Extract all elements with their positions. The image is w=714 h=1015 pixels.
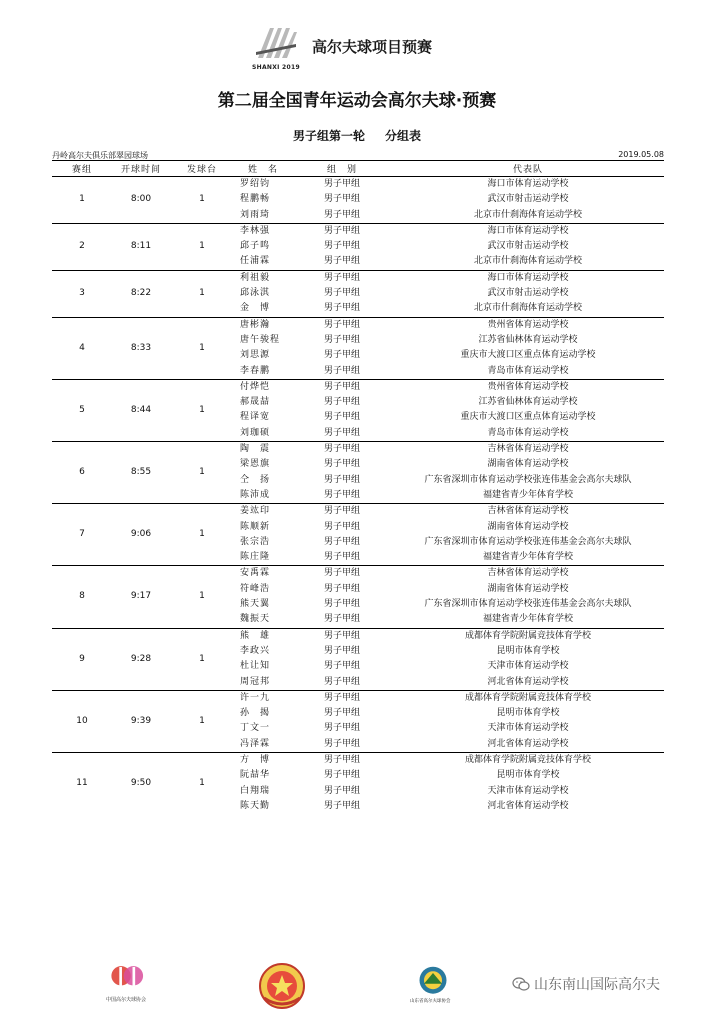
header-team: 代表队 <box>392 161 664 177</box>
team-cell: 河北省体育运动学校 <box>487 800 569 811</box>
division-cell: 男子甲组 <box>323 614 360 625</box>
header-name: 姓 名 <box>234 161 292 177</box>
player-name-cell: 金 博 <box>240 303 271 314</box>
tee-time-cell: 9:39 <box>112 690 170 752</box>
team-cell: 成都体育学院附属竞技体育学校 <box>392 628 664 644</box>
group-number-cell: 10 <box>52 690 112 752</box>
division-cell: 男子甲组 <box>292 752 392 768</box>
player-name-cell: 白翔瑞 <box>240 785 271 796</box>
division-cell: 男子甲组 <box>323 303 360 314</box>
team-cell: 福建省青少年体育学校 <box>482 614 573 625</box>
team-cell: 昆明市体育学校 <box>496 770 560 781</box>
tee-number-cell: 1 <box>170 223 234 270</box>
tee-time-cell: 9:06 <box>112 504 170 566</box>
tee-time-cell: 8:55 <box>112 442 170 504</box>
table-row <box>52 690 664 706</box>
tee-number-cell: 1 <box>170 442 234 504</box>
team-cell: 贵州省体育运动学校 <box>392 379 664 395</box>
china-golf-association-logo <box>104 960 154 1010</box>
player-name-cell: 李林强 <box>234 223 292 239</box>
player-name-cell: 邱子鸣 <box>240 241 271 252</box>
player-name-cell: 魏振天 <box>240 614 271 625</box>
division-cell: 男子甲组 <box>292 504 392 520</box>
tee-time-cell: 8:44 <box>112 379 170 441</box>
team-cell: 福建省青少年体育学校 <box>482 489 573 500</box>
division-cell: 男子甲组 <box>323 521 360 532</box>
header-group: 赛组 <box>52 161 112 177</box>
group-number-cell: 11 <box>52 752 112 814</box>
table-row <box>52 566 664 582</box>
team-cell: 武汉市射击运动学校 <box>487 241 569 252</box>
shanxi-2019-logo <box>250 18 302 70</box>
table-row <box>52 628 664 644</box>
division-cell: 男子甲组 <box>323 350 360 361</box>
team-cell: 武汉市射击运动学校 <box>487 194 569 205</box>
team-cell: 北京市什刹海体育运动学校 <box>473 256 582 267</box>
round-label: 男子组第一轮 <box>292 129 365 143</box>
team-cell: 昆明市体育学校 <box>496 708 560 719</box>
player-name-cell: 冯泽霖 <box>240 738 271 749</box>
division-cell: 男子甲组 <box>323 770 360 781</box>
division-cell: 男子甲组 <box>292 690 392 706</box>
pairing-table-wrap <box>52 160 664 814</box>
group-number-cell: 5 <box>52 379 112 441</box>
player-name-cell: 李春鹏 <box>240 365 271 376</box>
group-number-cell: 1 <box>52 177 112 224</box>
team-cell: 福建省青少年体育学校 <box>482 552 573 563</box>
logo-caption: SHANXI 2019 <box>252 64 300 71</box>
division-cell: 男子甲组 <box>323 427 360 438</box>
player-name-cell: 陈顺新 <box>240 521 271 532</box>
group-number-cell: 4 <box>52 317 112 379</box>
table-row <box>52 317 664 333</box>
division-cell: 男子甲组 <box>292 177 392 193</box>
player-name-cell: 刘雨琦 <box>240 209 271 220</box>
player-name-cell: 熊天翼 <box>240 599 271 610</box>
group-number-cell: 6 <box>52 442 112 504</box>
player-name-cell: 陈沛成 <box>240 489 271 500</box>
team-cell: 成都体育学院附属竞技体育学校 <box>392 752 664 768</box>
tee-number-cell: 1 <box>170 317 234 379</box>
division-cell: 男子甲组 <box>323 738 360 749</box>
player-name-cell: 郝晟喆 <box>240 397 271 408</box>
grouping-label: 分组表 <box>385 129 422 143</box>
team-cell: 湖南省体育运动学校 <box>487 583 569 594</box>
division-cell: 男子甲组 <box>323 241 360 252</box>
youth-games-badge-logo <box>258 962 306 1010</box>
division-cell: 男子甲组 <box>323 288 360 299</box>
player-name-cell: 梁恩旗 <box>240 459 271 470</box>
division-cell: 男子甲组 <box>323 552 360 563</box>
shandong-golf-association-logo <box>410 964 456 1010</box>
tee-number-cell: 1 <box>170 177 234 224</box>
table-header-row <box>52 161 664 177</box>
player-name-cell: 安禹霖 <box>234 566 292 582</box>
team-cell: 重庆市大渡口区重点体育运动学校 <box>460 412 596 423</box>
division-cell: 男子甲组 <box>323 256 360 267</box>
team-cell: 江苏省仙林体育运动学校 <box>478 334 578 345</box>
player-name-cell: 姜竑印 <box>234 504 292 520</box>
division-cell: 男子甲组 <box>323 334 360 345</box>
table-row <box>52 504 664 520</box>
player-name-cell: 阮喆华 <box>240 770 271 781</box>
table-row <box>52 223 664 239</box>
player-name-cell: 利祖毅 <box>234 270 292 286</box>
team-cell: 湖南省体育运动学校 <box>487 459 569 470</box>
tee-number-cell: 1 <box>170 379 234 441</box>
division-cell: 男子甲组 <box>323 474 360 485</box>
player-name-cell: 周冠邦 <box>240 676 271 687</box>
team-cell: 河北省体育运动学校 <box>487 738 569 749</box>
player-name-cell: 刘珈硕 <box>240 427 271 438</box>
table-row <box>52 177 664 193</box>
division-cell: 男子甲组 <box>323 365 360 376</box>
division-cell: 男子甲组 <box>292 379 392 395</box>
division-cell: 男子甲组 <box>292 223 392 239</box>
table-row <box>52 379 664 395</box>
group-number-cell: 7 <box>52 504 112 566</box>
date-label: 2019.05.08 <box>618 150 664 159</box>
player-name-cell: 张宗浩 <box>240 536 271 547</box>
table-row <box>52 442 664 458</box>
team-cell: 青岛市体育运动学校 <box>487 365 569 376</box>
event-header-title: 高尔夫球项目预赛 <box>312 38 433 56</box>
player-name-cell: 邱泳淇 <box>240 288 271 299</box>
player-name-cell: 程鹏畅 <box>240 194 271 205</box>
group-number-cell: 3 <box>52 270 112 317</box>
tee-number-cell: 1 <box>170 566 234 628</box>
table-row <box>52 752 664 768</box>
division-cell: 男子甲组 <box>323 583 360 594</box>
team-cell: 广东省深圳市体育运动学校张连伟基金会高尔夫球队 <box>424 474 632 485</box>
player-name-cell: 符峰浩 <box>240 583 271 594</box>
tee-time-cell: 8:00 <box>112 177 170 224</box>
division-cell: 男子甲组 <box>323 412 360 423</box>
player-name-cell: 陈天勤 <box>240 800 271 811</box>
tee-time-cell: 9:17 <box>112 566 170 628</box>
group-number-cell: 2 <box>52 223 112 270</box>
team-cell: 吉林省体育运动学校 <box>392 442 664 458</box>
division-cell: 男子甲组 <box>323 785 360 796</box>
division-cell: 男子甲组 <box>323 708 360 719</box>
team-cell: 吉林省体育运动学校 <box>392 566 664 582</box>
player-name-cell: 罗绍钧 <box>234 177 292 193</box>
player-name-cell: 唐彬瀚 <box>234 317 292 333</box>
tee-number-cell: 1 <box>170 752 234 814</box>
team-cell: 北京市什刹海体育运动学校 <box>473 303 582 314</box>
division-cell: 男子甲组 <box>292 270 392 286</box>
player-name-cell: 陈庄隆 <box>240 552 271 563</box>
team-cell: 成都体育学院附属竞技体育学校 <box>392 690 664 706</box>
division-cell: 男子甲组 <box>292 628 392 644</box>
division-cell: 男子甲组 <box>323 723 360 734</box>
team-cell: 天津市体育运动学校 <box>487 785 569 796</box>
player-name-cell: 唐午骏程 <box>240 334 281 345</box>
division-cell: 男子甲组 <box>323 489 360 500</box>
player-name-cell: 孙 揭 <box>240 708 271 719</box>
page-header <box>0 14 714 76</box>
division-cell: 男子甲组 <box>292 566 392 582</box>
player-name-cell: 陶 震 <box>234 442 292 458</box>
player-name-cell: 程译宽 <box>240 412 271 423</box>
wechat-icon <box>512 977 530 991</box>
team-cell: 贵州省体育运动学校 <box>392 317 664 333</box>
tee-number-cell: 1 <box>170 504 234 566</box>
china-golf-association-caption: 中国高尔夫球协会 <box>106 997 147 1003</box>
player-name-cell: 杜让知 <box>240 661 271 672</box>
group-number-cell: 9 <box>52 628 112 690</box>
tee-number-cell: 1 <box>170 690 234 752</box>
division-cell: 男子甲组 <box>323 536 360 547</box>
team-cell: 武汉市射击运动学校 <box>487 288 569 299</box>
player-name-cell: 李政兴 <box>240 645 271 656</box>
wechat-watermark <box>512 974 660 994</box>
division-cell: 男子甲组 <box>292 442 392 458</box>
player-name-cell: 刘思源 <box>240 350 271 361</box>
header-tee: 发球台 <box>170 161 234 177</box>
team-cell: 海口市体育运动学校 <box>392 223 664 239</box>
division-cell: 男子甲组 <box>323 676 360 687</box>
team-cell: 昆明市体育学校 <box>496 645 560 656</box>
division-cell: 男子甲组 <box>323 459 360 470</box>
division-cell: 男子甲组 <box>323 800 360 811</box>
tee-number-cell: 1 <box>170 270 234 317</box>
tee-time-cell: 8:11 <box>112 223 170 270</box>
player-name-cell: 任浦霖 <box>240 256 271 267</box>
division-cell: 男子甲组 <box>323 209 360 220</box>
tee-time-cell: 9:28 <box>112 628 170 690</box>
player-name-cell: 仝 扬 <box>240 474 271 485</box>
team-cell: 重庆市大渡口区重点体育运动学校 <box>460 350 596 361</box>
division-cell: 男子甲组 <box>323 645 360 656</box>
round-subtitle <box>0 127 714 144</box>
watermark-text: 山东南山国际高尔夫 <box>534 977 660 993</box>
player-name-cell: 熊 雄 <box>234 628 292 644</box>
player-name-cell: 付烨恺 <box>234 379 292 395</box>
tee-time-cell: 8:33 <box>112 317 170 379</box>
shandong-golf-association-caption: 山东省高尔夫球协会 <box>410 999 451 1004</box>
tee-time-cell: 8:22 <box>112 270 170 317</box>
team-cell: 北京市什刹海体育运动学校 <box>473 209 582 220</box>
team-cell: 江苏省仙林体育运动学校 <box>478 397 578 408</box>
team-cell: 湖南省体育运动学校 <box>487 521 569 532</box>
table-row <box>52 270 664 286</box>
page-title: 第二届全国青年运动会高尔夫球·预赛 <box>217 91 497 111</box>
team-cell: 海口市体育运动学校 <box>392 177 664 193</box>
player-name-cell: 许一九 <box>234 690 292 706</box>
team-cell: 吉林省体育运动学校 <box>392 504 664 520</box>
player-name-cell: 方 博 <box>234 752 292 768</box>
division-cell: 男子甲组 <box>323 397 360 408</box>
pairing-table <box>52 160 664 814</box>
team-cell: 天津市体育运动学校 <box>487 723 569 734</box>
group-number-cell: 8 <box>52 566 112 628</box>
header-tee-time: 开球时间 <box>112 161 170 177</box>
tee-time-cell: 9:50 <box>112 752 170 814</box>
team-cell: 河北省体育运动学校 <box>487 676 569 687</box>
team-cell: 海口市体育运动学校 <box>392 270 664 286</box>
tee-number-cell: 1 <box>170 628 234 690</box>
team-cell: 广东省深圳市体育运动学校张连伟基金会高尔夫球队 <box>424 599 632 610</box>
team-cell: 广东省深圳市体育运动学校张连伟基金会高尔夫球队 <box>424 536 632 547</box>
venue-label: 丹岭高尔夫俱乐部翠园球场 <box>52 151 148 160</box>
division-cell: 男子甲组 <box>323 661 360 672</box>
team-cell: 青岛市体育运动学校 <box>487 427 569 438</box>
division-cell: 男子甲组 <box>323 194 360 205</box>
division-cell: 男子甲组 <box>323 599 360 610</box>
header-division: 组 别 <box>292 161 392 177</box>
division-cell: 男子甲组 <box>292 317 392 333</box>
player-name-cell: 丁文一 <box>240 723 271 734</box>
team-cell: 天津市体育运动学校 <box>487 661 569 672</box>
